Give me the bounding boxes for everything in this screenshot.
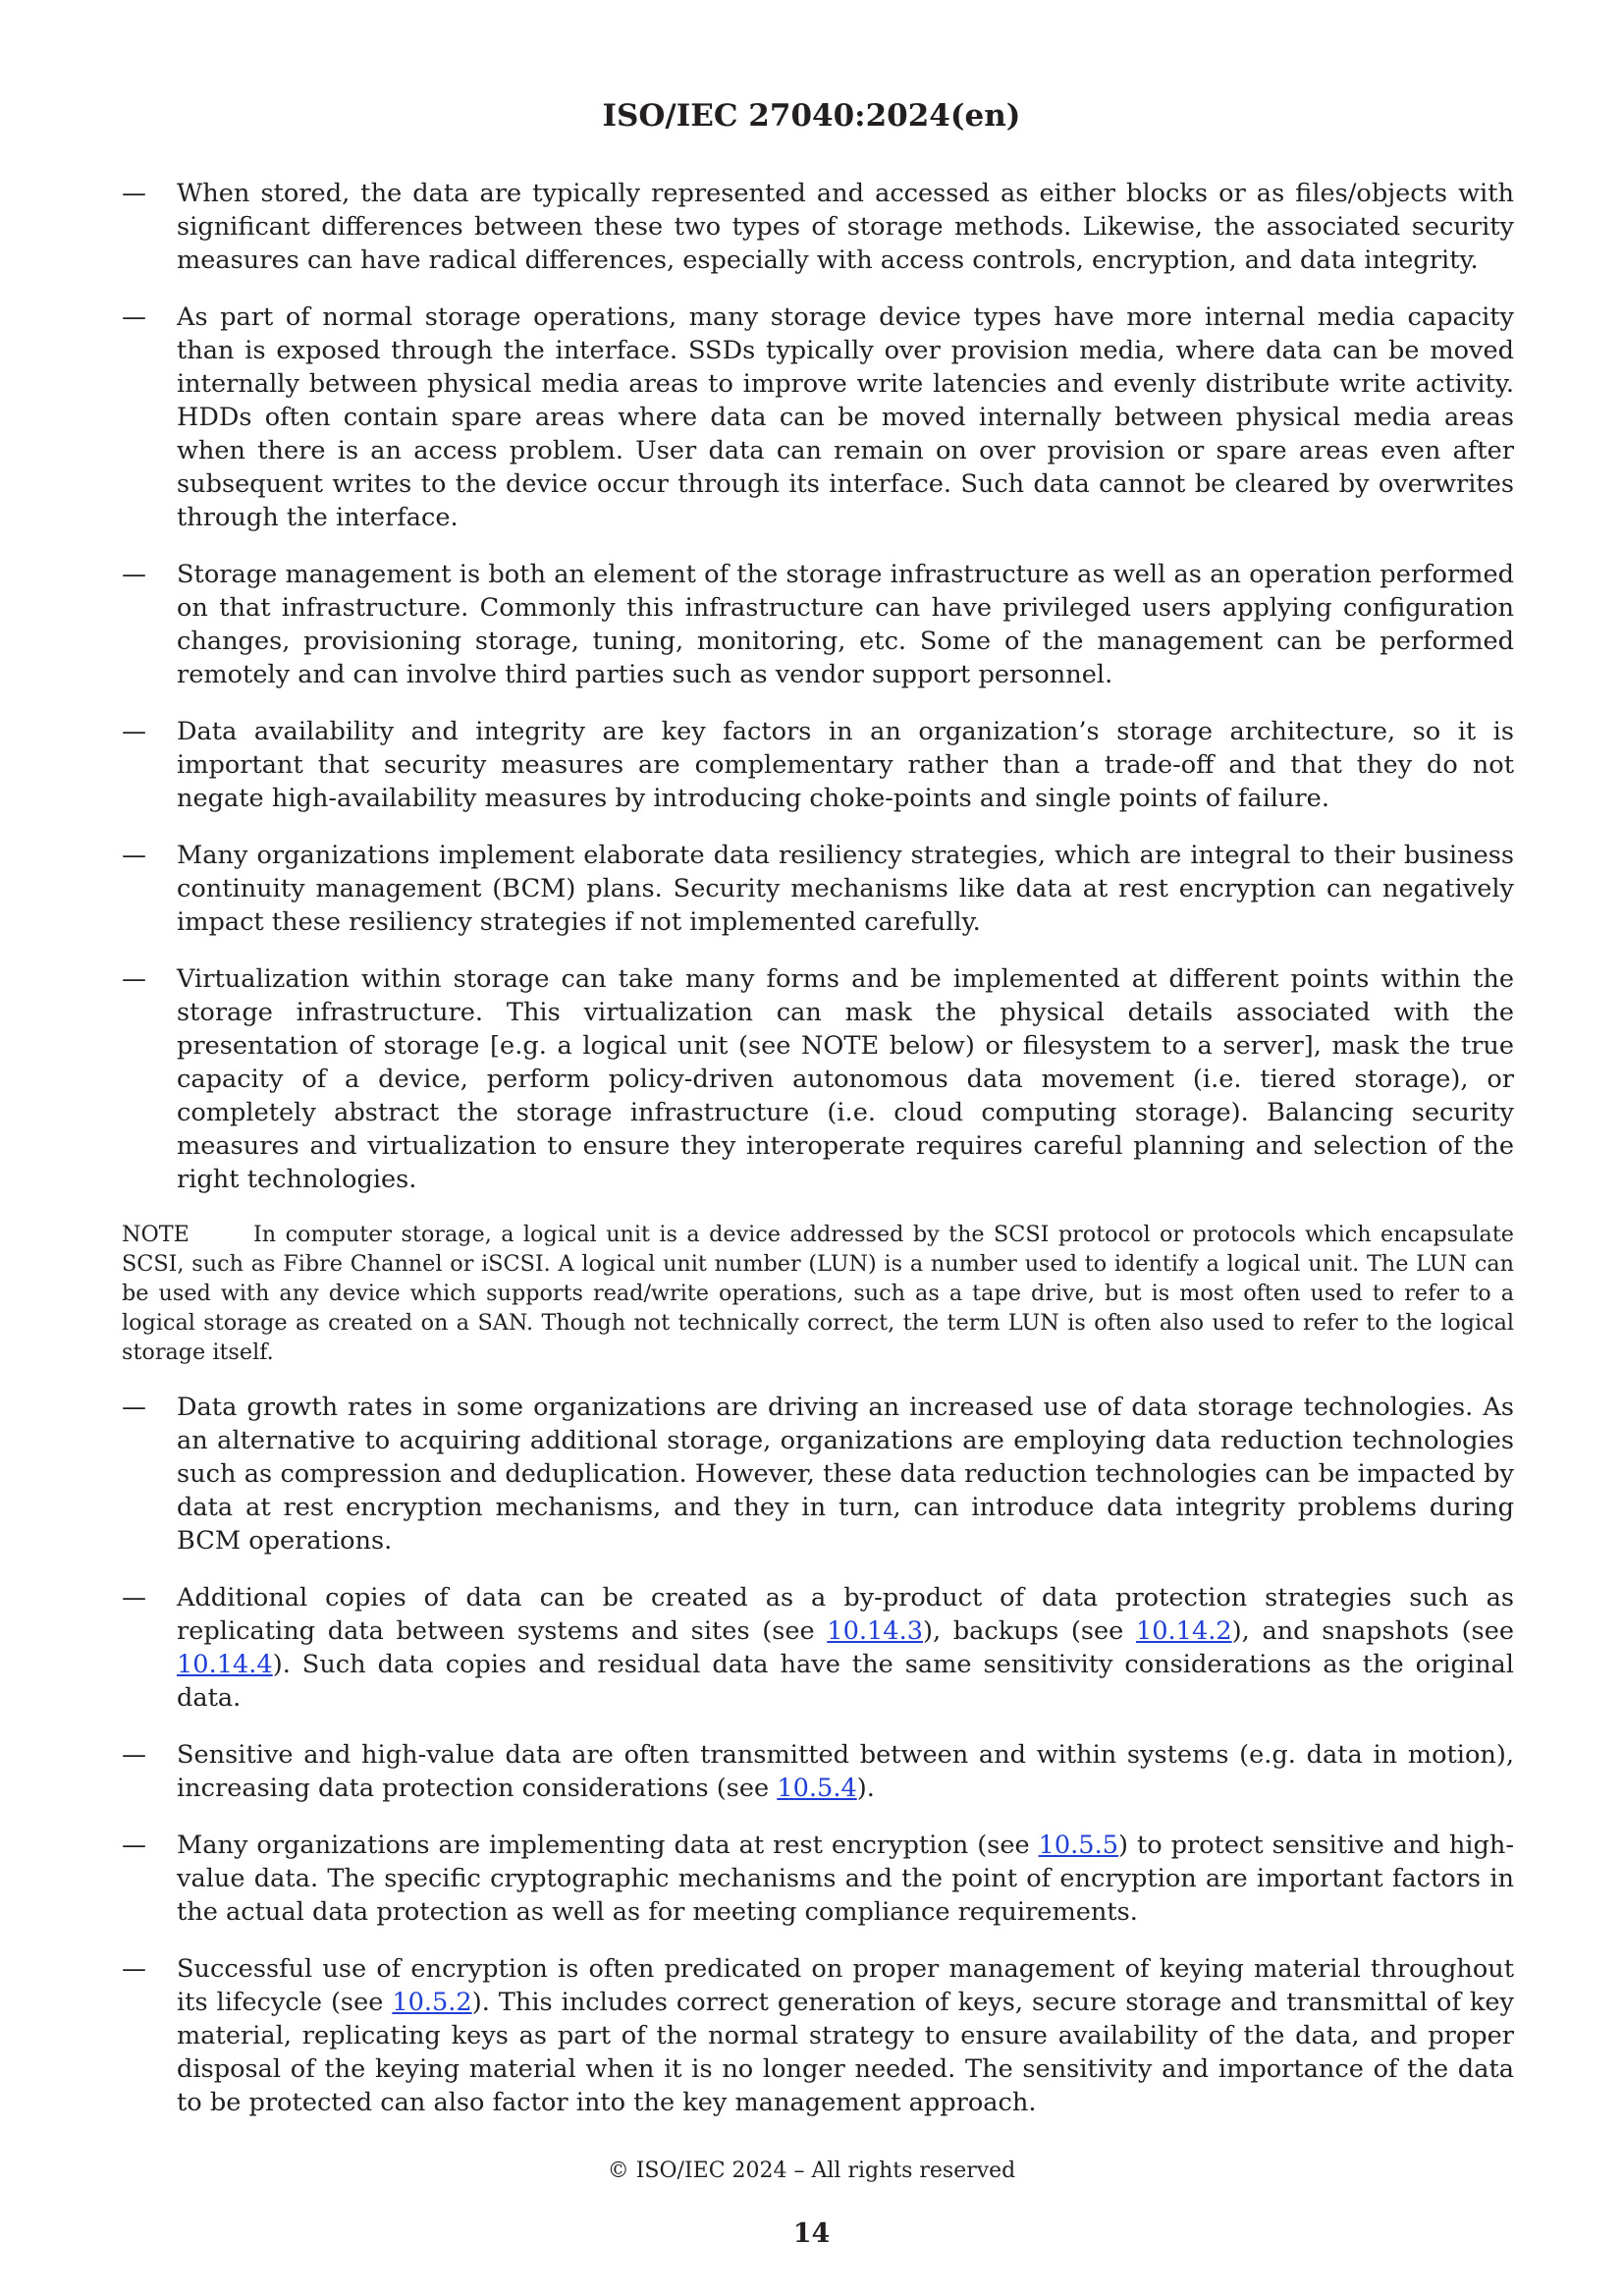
list-item-text: Additional copies of data can be created as a by-product of data protection strategies such as replicating data between systems and sites (see (177, 1583, 1514, 1646)
note-text: In computer storage, a logical unit is a device addressed by the SCSI protocol or protocols which encapsulate SCSI, such as Fibre Channel or iSCSI. A logical unit number (LUN) is a number used to identify a logical unit. The LUN can be used with any device which supports read/write operations, such as a tape drive, but is most often used to refer to a logical storage as created on a SAN. Though not technically correct, the term LUN is often also used to refer to the logical storage itself. (122, 1222, 1514, 1365)
copyright-footer: © ISO/IEC 2024 – All rights reserved (607, 2159, 1016, 2183)
clause-link-10-14-2[interactable]: 10.14.2 (1135, 1616, 1232, 1646)
clause-link-10-14-3[interactable]: 10.14.3 (827, 1616, 923, 1646)
list-item (122, 558, 1514, 691)
list-item-text: Many organizations implement elaborate data resiliency strategies, which are integral to their business continuity management (BCM) plans. Security mechanisms like data at rest encryption can negatively impact these resiliency strategies if not implemented carefully. (177, 841, 1514, 937)
dash-bullet: — (122, 841, 146, 869)
list-item-text: Sensitive and high-value data are often transmitted between and within systems (e.g. data in motion), increasing data protection considerations (see (177, 1740, 1514, 1803)
page-body (122, 177, 1514, 2143)
list-item-text: ) to protect sensitive and high-value data. The specific cryptographic mechanisms and the point of encryption are important factors in the actual data protection as well as for meeting compliance requirements. (177, 1831, 1514, 1927)
list-item-text: Successful use of encryption is often predicated on proper management of keying material throughout its lifecycle (see (177, 1954, 1514, 2017)
list-item (122, 301, 1514, 534)
list-item (122, 1829, 1514, 1929)
list-item (122, 177, 1514, 277)
dash-bullet: — (122, 179, 146, 207)
list-item (122, 1581, 1514, 1715)
dash-bullet: — (122, 1831, 146, 1859)
list-item-text: ). (856, 1774, 875, 1803)
dash-bullet: — (122, 717, 146, 745)
clause-link-10-5-2[interactable]: 10.5.2 (392, 1988, 472, 2017)
clause-link-10-5-5[interactable]: 10.5.5 (1038, 1831, 1118, 1860)
list-item-text: ), backups (see (923, 1616, 1136, 1646)
dash-bullet: — (122, 964, 146, 993)
list-item-text: Storage management is both an element of the storage infrastructure as well as an operation performed on that infrastructure. Commonly this infrastructure can have privileged users applying configuration changes, provisioning storage, tuning, monitoring, etc. Some of the management can be performed remotely and can involve third parties such as vendor support personnel. (177, 560, 1514, 689)
dash-bullet: — (122, 1583, 146, 1612)
dash-bullet: — (122, 1954, 146, 1983)
list-item (122, 839, 1514, 939)
list-item (122, 1952, 1514, 2119)
dash-bullet: — (122, 1740, 146, 1769)
page-number: 14 (792, 2218, 831, 2249)
clause-link-10-14-4[interactable]: 10.14.4 (177, 1650, 273, 1679)
list-item-text: Virtualization within storage can take many forms and be implemented at different points within the storage infrastructure. This virtualization can mask the physical details associated with the presentation of storage [e.g. a logical unit (see NOTE below) or filesystem to a server], mask the true capacity of a device, perform policy-driven autonomous data movement (i.e. tiered storage), or completely abstract the storage infrastructure (i.e. cloud computing storage). Balancing security measures and virtualization to ensure they interoperate requires careful planning and selection of the right technologies. (177, 964, 1514, 1194)
document-header: ISO/IEC 27040:2024(en) (602, 98, 1021, 134)
dash-bullet: — (122, 302, 146, 331)
list-item-text: ). Such data copies and residual data have the same sensitivity considerations as the original data. (177, 1650, 1514, 1713)
note-label: NOTE (122, 1222, 189, 1247)
list-item-text: When stored, the data are typically represented and accessed as either blocks or as files/objects with significant differences between these two types of storage methods. Likewise, the associated security measures can have radical differences, especially with access controls, encryption, and data integrity. (177, 179, 1514, 275)
list-item (122, 1738, 1514, 1805)
note-paragraph (122, 1220, 1514, 1367)
dash-bullet: — (122, 560, 146, 588)
list-item-text: ). This includes correct generation of keys, secure storage and transmittal of key material, replicating keys as part of the normal strategy to ensure availability of the data, and proper disposal of the keying material when it is no longer needed. The sensitivity and importance of the data to be protected can also factor into the key management approach. (177, 1988, 1514, 2117)
clause-link-10-5-4[interactable]: 10.5.4 (777, 1774, 857, 1803)
list-item-text: Data growth rates in some organizations are driving an increased use of data storage technologies. As an alternative to acquiring additional storage, organizations are employing data reduction technologies such as compression and deduplication. However, these data reduction technologies can be impacted by data at rest encryption mechanisms, and they in turn, can introduce data integrity problems during BCM operations. (177, 1393, 1514, 1556)
list-item (122, 1391, 1514, 1558)
list-item (122, 962, 1514, 1196)
list-item-text: Data availability and integrity are key factors in an organization’s storage architecture, so it is important that security measures are complementary rather than a trade-off and that they do not negate high-availability measures by introducing choke-points and single points of failure. (177, 717, 1514, 813)
list-item-text: Many organizations are implementing data at rest encryption (see (177, 1831, 1039, 1860)
list-item-text: ), and snapshots (see (1231, 1616, 1514, 1646)
list-item-text: As part of normal storage operations, many storage device types have more internal media capacity than is exposed through the interface. SSDs typically over provision media, where data can be moved internally between physical media areas to improve write latencies and evenly distribute write activity. HDDs often contain spare areas where data can be moved internally between physical media areas when there is an access problem. User data can remain on over provision or spare areas even after subsequent writes to the device occur through its interface. Such data cannot be cleared by overwrites through the interface. (177, 302, 1514, 532)
list-item (122, 715, 1514, 815)
dash-bullet: — (122, 1393, 146, 1421)
